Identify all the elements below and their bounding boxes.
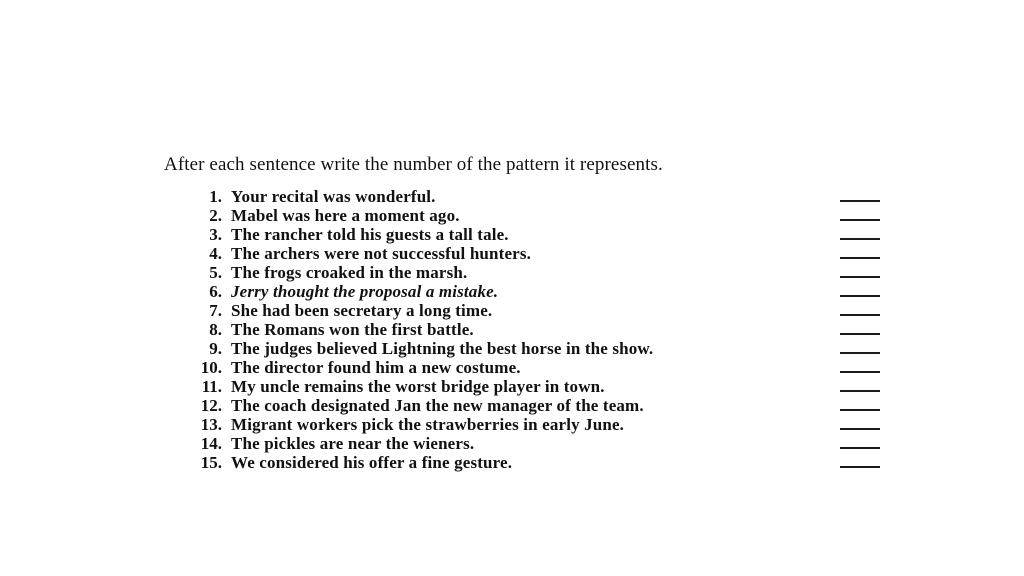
item-sentence: The frogs croaked in the marsh. (231, 263, 468, 282)
item-number: 8. (209, 320, 222, 339)
item-number: 13. (200, 415, 222, 434)
list-item (150, 302, 890, 321)
answer-blank[interactable] (840, 371, 880, 373)
item-sentence: My uncle remains the worst bridge player in town. (231, 377, 605, 396)
item-sentence: The pickles are near the wieners. (231, 434, 475, 453)
item-sentence: The judges believed Lightning the best horse in the show. (231, 339, 654, 358)
list-item (150, 416, 890, 435)
item-sentence: Mabel was here a moment ago. (231, 206, 460, 225)
answer-blank[interactable] (840, 466, 880, 468)
list-item (150, 340, 890, 359)
item-number: 9. (209, 339, 222, 358)
item-number: 12. (200, 396, 222, 415)
answer-blank[interactable] (840, 447, 880, 449)
item-number: 7. (209, 301, 222, 320)
item-sentence: The coach designated Jan the new manager of the team. (231, 396, 644, 415)
list-item (150, 207, 890, 226)
sentence-list (150, 188, 910, 473)
item-sentence: Migrant workers pick the strawberries in early June. (231, 415, 625, 434)
item-number: 4. (209, 244, 222, 263)
item-sentence: The rancher told his guests a tall tale. (231, 225, 509, 244)
item-sentence: The director found him a new costume. (231, 358, 521, 377)
item-number: 1. (209, 187, 222, 206)
list-item (150, 359, 890, 378)
list-item (150, 397, 890, 416)
answer-blank[interactable] (840, 238, 880, 240)
item-sentence: Jerry thought the proposal a mistake. (231, 282, 499, 301)
answer-blank[interactable] (840, 219, 880, 221)
item-number: 14. (200, 434, 222, 453)
item-sentence: The Romans won the first battle. (231, 320, 474, 339)
answer-blank[interactable] (840, 352, 880, 354)
list-item (150, 188, 890, 207)
answer-blank[interactable] (840, 333, 880, 335)
list-item (150, 264, 890, 283)
answer-blank[interactable] (840, 257, 880, 259)
answer-blank[interactable] (840, 390, 880, 392)
item-number: 5. (209, 263, 222, 282)
answer-blank[interactable] (840, 428, 880, 430)
item-sentence: Your recital was wonderful. (231, 187, 436, 206)
list-item (150, 435, 890, 454)
item-sentence: We considered his offer a fine gesture. (231, 453, 513, 472)
list-item (150, 283, 890, 302)
answer-blank[interactable] (840, 314, 880, 316)
list-item (150, 226, 890, 245)
item-sentence: She had been secretary a long time. (231, 301, 493, 320)
item-number: 11. (201, 377, 222, 396)
item-number: 6. (209, 282, 222, 301)
item-number: 10. (200, 358, 222, 377)
answer-blank[interactable] (840, 200, 880, 202)
item-sentence: The archers were not successful hunters. (231, 244, 532, 263)
list-item (150, 378, 890, 397)
item-number: 3. (209, 225, 222, 244)
answer-blank[interactable] (840, 276, 880, 278)
instruction-text: After each sentence write the number of the pattern it represents. (164, 154, 663, 175)
list-item (150, 321, 890, 340)
answer-blank[interactable] (840, 295, 880, 297)
item-number: 15. (200, 453, 222, 472)
list-item (150, 454, 890, 473)
item-number: 2. (209, 206, 222, 225)
answer-blank[interactable] (840, 409, 880, 411)
list-item (150, 245, 890, 264)
